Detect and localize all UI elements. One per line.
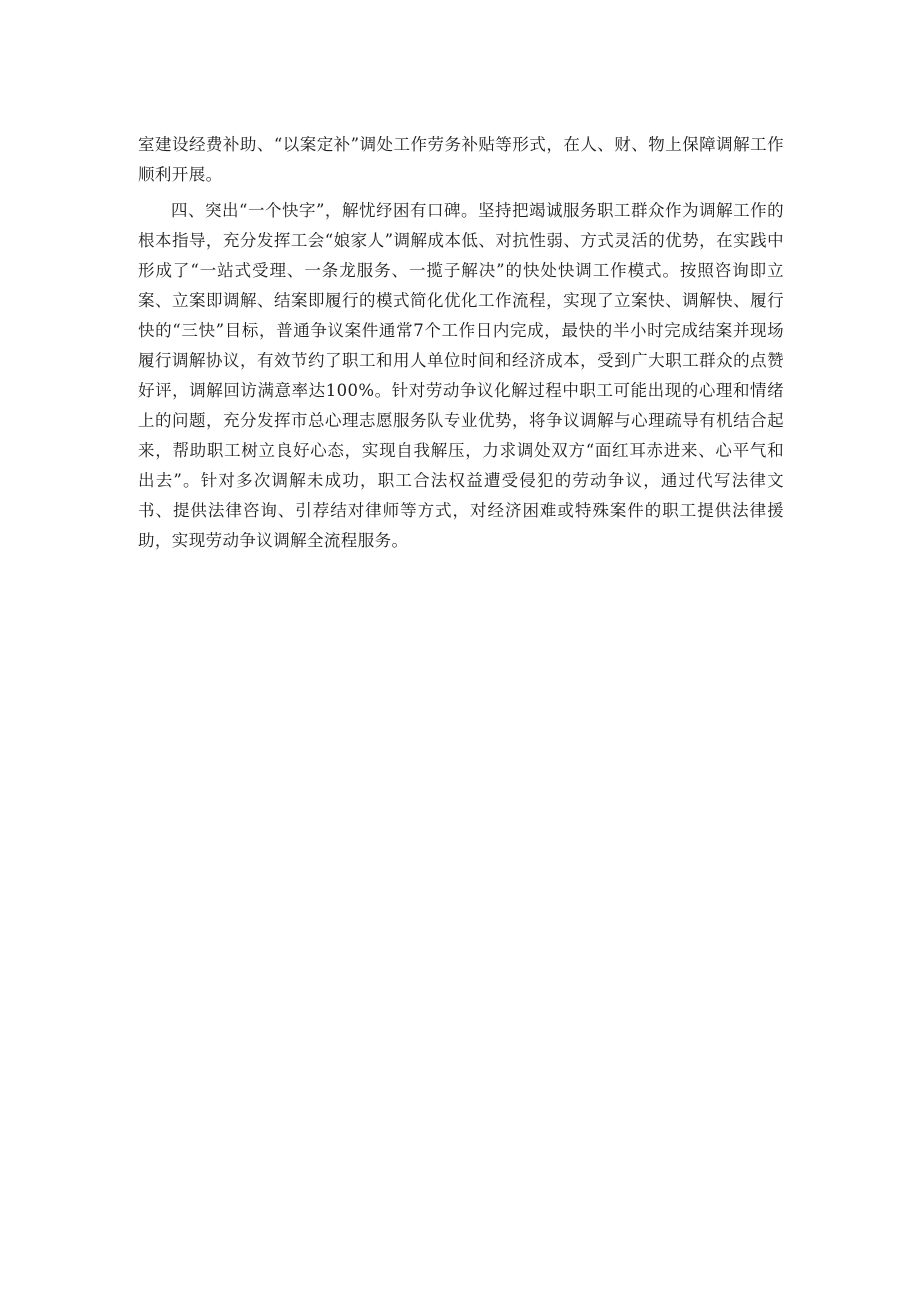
paragraph-section-four: 四、突出“一个快字”，解忧纾困有口碑。坚持把竭诚服务职工群众作为调解工作的根本指导，充分发挥工会“娘家人”调解成本低、对抗性弱、方式灵活的优势，在实践中形成了“一站式受理、一条龙服务、一揽子解决”的快处快调工作模式。按照咨询即立案、立案即调解、结案即履行的模式简化优化工作流程，实现了立案快、调解快、履行快的“三快”目标，普通争议案件通常7个工作日内完成，最快的半小时完成结案并现场履行调解协议，有效节约了职工和用人单位时间和经济成本，受到广大职工群众的点赞好评，调解回访满意率达100%。针对劳动争议化解过程中职工可能出现的心理和情绪上的问题，充分发挥市总心理志愿服务队专业优势，将争议调解与心理疏导有机结合起来，帮助职工树立良好心态，实现自我解压，力求调处双方“面红耳赤进来、心平气和出去”。针对多次调解未成功，职工合法权益遭受侵犯的劳动争议，通过代写法律文书、提供法律咨询、引荐结对律师等方式，对经济困难或特殊案件的职工提供法律援助，实现劳动争议调解全流程服务。: [138, 201, 784, 550]
document-body: [138, 130, 784, 556]
paragraph-continuation: 室建设经费补助、“以案定补”调处工作劳务补贴等形式，在人、财、物上保障调解工作顺利开展。: [138, 135, 784, 184]
